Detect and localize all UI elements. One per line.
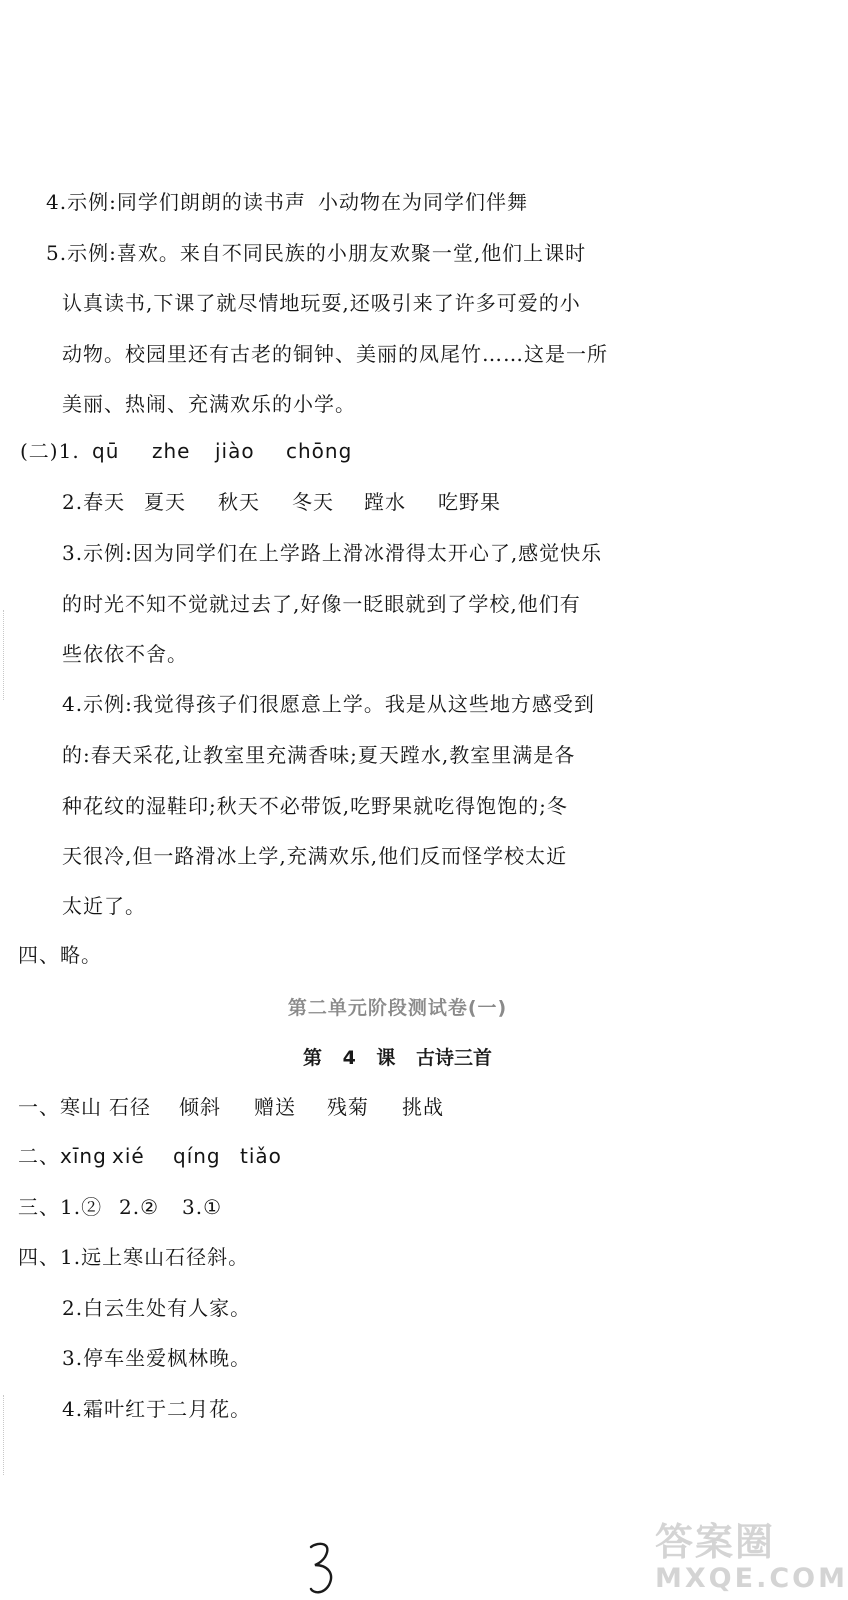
- word-item: 残菊: [327, 1095, 369, 1119]
- season-item: 冬天: [292, 490, 334, 514]
- answer-4-text: 4.示例:同学们朗朗的读书声: [46, 190, 306, 214]
- pinyin-item: qū: [92, 439, 120, 463]
- word-item: 一、寒山: [18, 1095, 102, 1119]
- lesson-heading: 第 4 课 古诗三首: [302, 1047, 493, 1069]
- season-item: 2.春天: [62, 490, 126, 514]
- pinyin-item: chōng: [286, 439, 353, 463]
- section-2-q4-line-5: 太近了。: [62, 894, 146, 918]
- section-2-q4-line-1: 4.示例:我觉得孩子们很愿意上学。我是从这些地方感受到: [62, 692, 595, 716]
- word-item: 赠送: [254, 1095, 296, 1119]
- season-item: 夏天: [144, 490, 186, 514]
- site-watermark: [655, 1520, 848, 1594]
- part-4-line-4: 4.霜叶红于二月花。: [62, 1397, 252, 1421]
- section-2-q1-label: (二)1.: [20, 439, 80, 463]
- choice-item: 三、1.②: [18, 1195, 103, 1219]
- word-item: 石径: [109, 1095, 151, 1119]
- pinyin-item: tiǎo: [240, 1144, 282, 1168]
- word-item: 倾斜: [179, 1095, 221, 1119]
- pinyin-item: xié: [112, 1144, 145, 1168]
- section-2-q3-line-3: 些依依不舍。: [62, 642, 188, 666]
- watermark-en-text: MXQE.COM: [655, 1563, 848, 1594]
- answer-5-line-3: 动物。校园里还有古老的铜钟、美丽的凤尾竹……这是一所: [62, 342, 608, 366]
- season-item: 蹚水: [364, 490, 406, 514]
- pinyin-item: qíng: [173, 1144, 221, 1168]
- part-4-line-1: 四、1.远上寒山石径斜。: [18, 1245, 250, 1269]
- answer-5-line-4: 美丽、热闹、充满欢乐的小学。: [62, 392, 356, 416]
- choice-item: 2.②: [119, 1195, 160, 1219]
- pinyin-item: jiào: [215, 439, 255, 463]
- season-item: 吃野果: [438, 490, 501, 514]
- pinyin-item: 二、xīng: [18, 1144, 107, 1168]
- section-2-q3-line-1: 3.示例:因为同学们在上学路上滑冰滑得太开心了,感觉快乐: [62, 541, 603, 565]
- part-4-line-3: 3.停车坐爱枫林晚。: [62, 1346, 252, 1370]
- answer-5-line-2: 认真读书,下课了就尽情地玩耍,还吸引来了许多可爱的小: [62, 291, 581, 315]
- answer-5-line-1: 5.示例:喜欢。来自不同民族的小朋友欢聚一堂,他们上课时: [46, 241, 587, 265]
- watermark-cn-text: 答案圈: [655, 1520, 776, 1564]
- word-item: 挑战: [402, 1095, 444, 1119]
- binding-dots-lower: [3, 1395, 4, 1475]
- part-4-line-2: 2.白云生处有人家。: [62, 1296, 252, 1320]
- season-item: 秋天: [218, 490, 260, 514]
- choice-item: 3.①: [182, 1195, 223, 1219]
- binding-dots-upper: [3, 610, 4, 700]
- answer-4-text-b: 小动物在为同学们伴舞: [318, 190, 528, 214]
- pinyin-item: zhe: [152, 439, 191, 463]
- section-2-q4-line-3: 种花纹的湿鞋印;秋天不必带饭,吃野果就吃得饱饱的;冬: [62, 794, 568, 818]
- section-2-q3-line-2: 的时光不知不觉就过去了,好像一眨眼就到了学校,他们有: [62, 592, 581, 616]
- handwritten-page-number: [303, 1537, 343, 1597]
- section-2-q4-line-4: 天很冷,但一路滑冰上学,充满欢乐,他们反而怪学校太近: [62, 844, 568, 868]
- section-4-line: 四、略。: [18, 943, 102, 967]
- section-2-q4-line-2: 的:春天采花,让教室里充满香味;夏天蹚水,教室里满是各: [62, 743, 576, 767]
- unit-test-heading: 第二单元阶段测试卷(一): [287, 997, 508, 1019]
